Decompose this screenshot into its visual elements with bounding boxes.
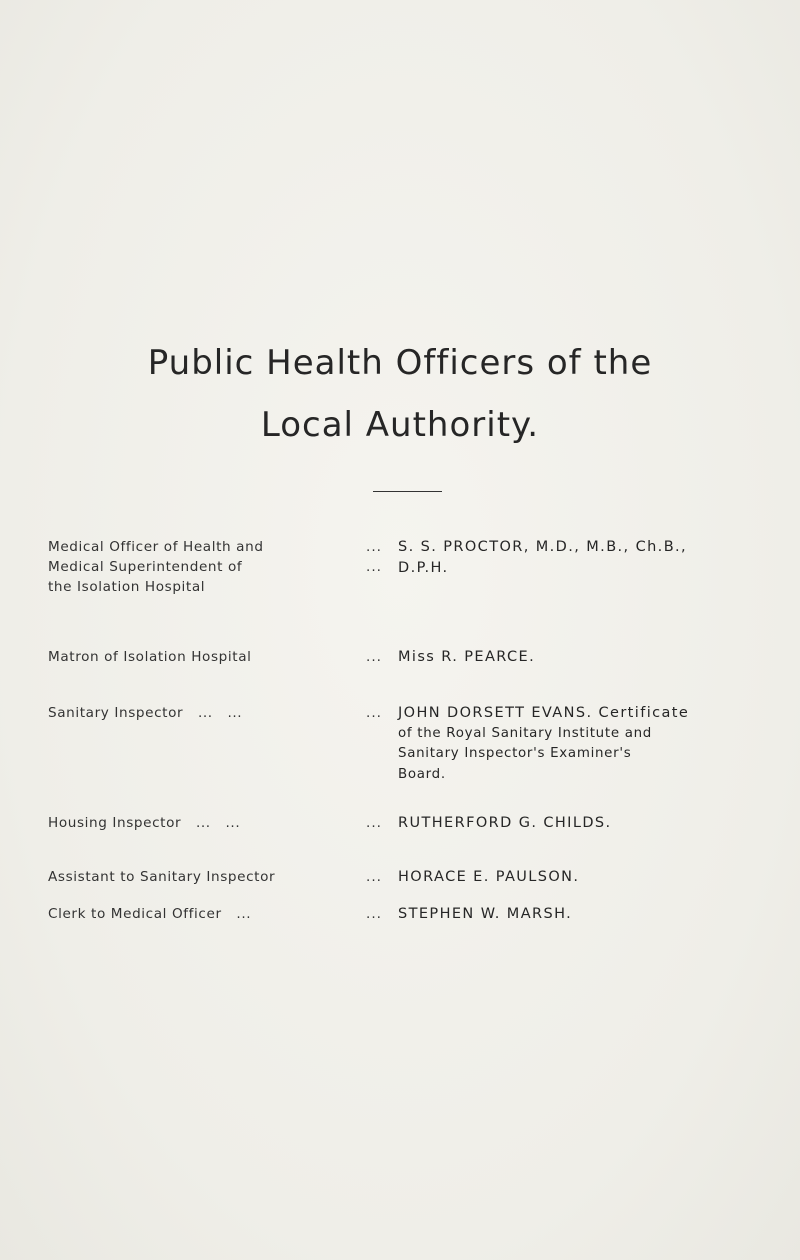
officer-role-line: the Isolation Hospital bbox=[48, 579, 206, 595]
officer-name-line: STEPHEN W. MARSH. bbox=[398, 906, 573, 922]
officer-role bbox=[48, 537, 348, 597]
officer-role-line: Sanitary Inspector ... ... bbox=[48, 705, 243, 721]
leader-dots bbox=[366, 647, 382, 667]
officer-name-line: of the Royal Sanitary Institute and bbox=[398, 725, 653, 741]
officer-name bbox=[398, 904, 718, 925]
officer-name-line: Board. bbox=[398, 766, 446, 782]
leader-dots bbox=[366, 703, 382, 723]
officer-name-line: S. S. PROCTOR, M.D., M.B., Ch.B., bbox=[398, 539, 688, 555]
leader-dots bbox=[366, 813, 382, 833]
leader-dots-line: ... bbox=[366, 869, 382, 885]
officer-role-line: Clerk to Medical Officer ... bbox=[48, 906, 252, 922]
leader-dots bbox=[366, 904, 382, 924]
leader-dots-line: ... bbox=[366, 815, 382, 831]
officer-name-line: JOHN DORSETT EVANS. Certificate bbox=[398, 705, 690, 721]
officer-role-line: Housing Inspector ... ... bbox=[48, 815, 241, 831]
officer-role-line: Matron of Isolation Hospital bbox=[48, 649, 252, 665]
officer-role bbox=[48, 867, 348, 887]
leader-dots-line: ... bbox=[366, 539, 382, 555]
leader-dots-line: ... bbox=[366, 705, 382, 721]
officer-role bbox=[48, 904, 348, 924]
officer-name bbox=[398, 537, 718, 578]
officer-role bbox=[48, 647, 348, 667]
officer-role-line: Medical Superintendent of bbox=[48, 559, 243, 575]
officer-name-line: Miss R. PEARCE. bbox=[398, 649, 536, 665]
leader-dots-line: ... bbox=[366, 559, 382, 575]
officer-role-line: Medical Officer of Health and bbox=[48, 539, 264, 555]
officer-name bbox=[398, 813, 718, 834]
officer-name-line: RUTHERFORD G. CHILDS. bbox=[398, 815, 612, 831]
officer-role bbox=[48, 703, 348, 723]
leader-dots-line: ... bbox=[366, 649, 382, 665]
officer-name-line: D.P.H. bbox=[398, 559, 449, 576]
officer-name-line: HORACE E. PAULSON. bbox=[398, 869, 580, 885]
officer-name bbox=[398, 867, 718, 888]
officer-name bbox=[398, 703, 718, 785]
officer-role bbox=[48, 813, 348, 833]
leader-dots-line: ... bbox=[366, 906, 382, 922]
leader-dots bbox=[366, 537, 382, 577]
page-title-line-2: Local Authority. bbox=[260, 405, 540, 445]
title-divider bbox=[373, 491, 442, 492]
leader-dots bbox=[366, 867, 382, 887]
officer-name-line: Sanitary Inspector's Examiner's bbox=[398, 746, 632, 761]
page-title-line-1: Public Health Officers of the bbox=[147, 343, 653, 383]
officer-role-line: Assistant to Sanitary Inspector bbox=[48, 869, 276, 885]
officer-name bbox=[398, 647, 718, 668]
